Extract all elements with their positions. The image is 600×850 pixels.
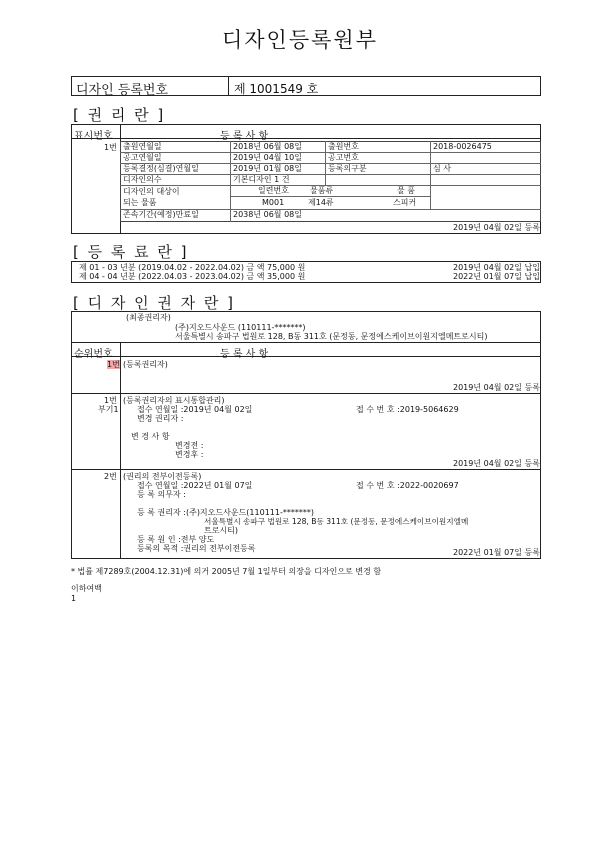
fee-line-2-date: 2022년 01월 07일 납입 xyxy=(453,272,540,281)
publication-date-label: 공고연월일 xyxy=(123,153,162,162)
fee-line-1: 제 01 - 03 년분 (2019.04.02 - 2022.04.02) 금 액 75,000 원 xyxy=(79,263,306,272)
class-value: 제14류 xyxy=(308,198,334,207)
final-owner-address: 서울특별시 송파구 법원로 128, B동 311호 (문정동, 문정에스케이브이원지엘메트로시티) xyxy=(175,332,488,341)
design-count-value: 기본디자인 1 건 xyxy=(233,175,290,184)
rights-display-number: 1번 xyxy=(104,143,117,152)
entry3-holder: 등 록 권리자 :(주)지오드사운드(110111-*******) xyxy=(137,508,314,517)
object-label-line1: 디자인의 대상이 xyxy=(123,187,180,196)
entry3-title: (권리의 전부이전등록) xyxy=(123,472,202,481)
entry1-rank: 1번 xyxy=(107,360,120,369)
entry1-title: (등록권리자) xyxy=(123,360,168,369)
filing-date-value: 2018년 06월 08일 xyxy=(233,142,302,151)
owners-col-right-header: 등 록 사 항 xyxy=(220,349,269,360)
rights-col-right-header: 등 록 사 항 xyxy=(220,131,269,142)
fee-line-1-date: 2019년 04월 02일 납입 xyxy=(453,263,540,272)
expiry-label: 존속기간(예정)만료일 xyxy=(123,210,199,219)
class-header: 물품류 xyxy=(310,186,334,195)
decision-date-label: 등록결정(심결)연월일 xyxy=(123,164,199,173)
footnote: * 법률 제7289호(2004.12.31)에 의거 2005년 7월 1일부터 의장을 디자인으로 변경 함 xyxy=(71,567,382,576)
decision-date-value: 2019년 01월 08일 xyxy=(233,164,302,173)
entry2-changer: 변경 권리자 : xyxy=(137,414,184,423)
entry2-rank: 1번 xyxy=(104,396,117,405)
publication-date-value: 2019년 04월 10일 xyxy=(233,153,302,162)
entry1-date: 2019년 04월 02일 등록 xyxy=(453,383,540,392)
entry2-before: 변경전 : xyxy=(175,441,204,450)
object-label-line2: 되는 물품 xyxy=(123,198,157,207)
filing-number-label: 출원번호 xyxy=(328,142,359,151)
expiry-value: 2038년 06월 08일 xyxy=(233,210,302,219)
item-value: 스피커 xyxy=(393,198,417,207)
item-header: 물 품 xyxy=(397,186,415,195)
entry3-obligor: 등 록 의무자 : xyxy=(137,490,186,499)
entry3-purpose: 등록의 목적 :권리의 전부이전등록 xyxy=(137,544,256,553)
registration-type-value: 심 사 xyxy=(433,164,451,173)
owners-section-title: [ 디 자 인 권 자 란 ] xyxy=(73,294,236,312)
rights-registration-date: 2019년 04월 02일 등록 xyxy=(453,223,540,232)
publication-number-label: 공고번호 xyxy=(328,153,359,162)
final-owner-label: (최종권리자) xyxy=(126,313,171,322)
registration-number-label: 디자인 등록번호 xyxy=(76,83,169,98)
filing-number-value: 2018-0026475 xyxy=(433,142,492,151)
entry3-receipt-number: 접 수 번 호 :2022-0020697 xyxy=(356,481,459,490)
entry3-receipt-date: 접수 연월일 :2022년 01월 07일 xyxy=(137,481,253,490)
owners-col-left-header: 순위번호 xyxy=(74,349,113,360)
registration-type-label: 등록의구분 xyxy=(328,164,367,173)
end-marker: 이하여백 xyxy=(71,584,102,593)
entry2-receipt-number: 접 수 번 호 :2019-5064629 xyxy=(356,405,459,414)
entry2-subrank: 부기1 xyxy=(98,405,119,414)
entry3-address-line1: 서울특별시 송파구 법원로 128, B동 311호 (문정동, 문정에스케이브이원지엘메 xyxy=(204,517,469,526)
serial-header: 일련번호 xyxy=(258,186,289,195)
entry2-changes: 변 경 사 항 xyxy=(131,432,170,441)
fee-line-2: 제 04 - 04 년분 (2022.04.03 - 2023.04.02) 금 액 35,000 원 xyxy=(79,272,306,281)
registration-number-value: 제 1001549 호 xyxy=(234,82,319,96)
rights-col-left-header: 표시번호 xyxy=(74,131,113,142)
entry2-after: 변경후 : xyxy=(175,450,204,459)
entry2-receipt-date: 접수 연월일 :2019년 04월 02일 xyxy=(137,405,253,414)
entry3-rank: 2번 xyxy=(104,472,117,481)
filing-date-label: 출원연월일 xyxy=(123,142,162,151)
design-count-label: 디자인의수 xyxy=(123,175,162,184)
rights-section-title: [ 권 리 란 ] xyxy=(73,106,166,124)
entry2-title: (등록권리자의 표시통합관리) xyxy=(123,396,225,405)
final-owner-name: (주)지오드사운드 (110111-*******) xyxy=(175,323,306,332)
document-title: 디자인등록원부 xyxy=(221,28,378,52)
serial-value: M001 xyxy=(262,198,285,207)
entry3-date: 2022년 01월 07일 등록 xyxy=(453,548,540,557)
entry3-cause: 등 록 원 인 :전부 양도 xyxy=(137,535,215,544)
fees-section-title: [ 등 록 료 란 ] xyxy=(73,243,189,261)
entry3-address-line2: 트로시티) xyxy=(204,526,239,535)
page-number: 1 xyxy=(71,594,77,603)
entry2-date: 2019년 04월 02일 등록 xyxy=(453,459,540,468)
